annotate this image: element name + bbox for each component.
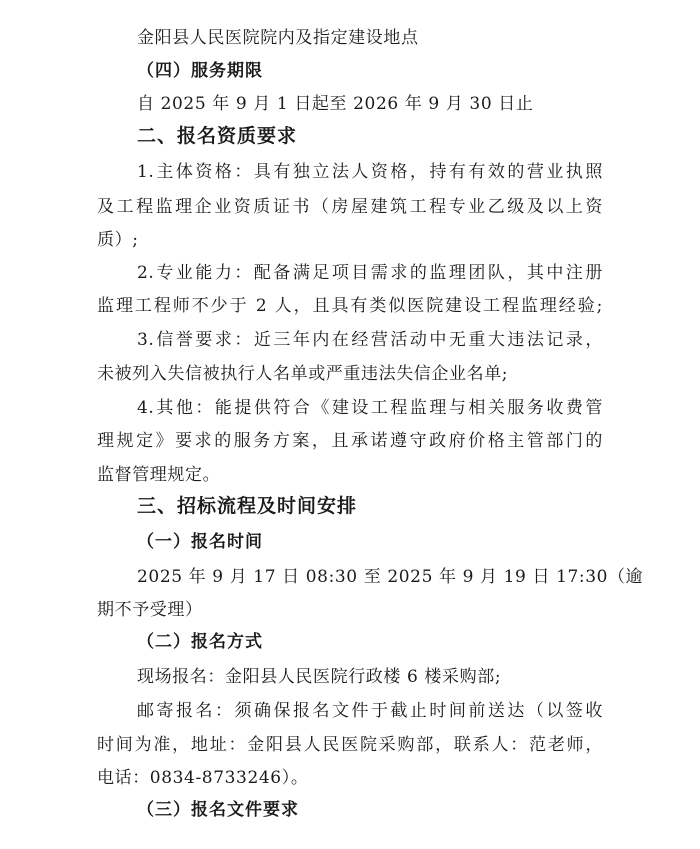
paragraph-line: 4.其他：能提供符合《建设工程监理与相关服务收费管 bbox=[137, 398, 603, 418]
paragraph-line: 3.信誉要求：近三年内在经营活动中无重大违法记录， bbox=[137, 330, 603, 350]
registration-time-line: 2025 年 9 月 17 日 08:30 至 2025 年 9 月 19 日 17:30（逾 bbox=[137, 567, 644, 587]
paragraph-line: 及工程监理企业资质证书（房屋建筑工程专业乙级及以上资 bbox=[97, 197, 603, 217]
contact-phone-line: 电话：0834-8733246）。 bbox=[97, 768, 309, 788]
section-heading-qualifications: 二、报名资质要求 bbox=[137, 125, 298, 147]
paragraph-line: 监理工程师不少于 2 人，且具有类似医院建设工程监理经验; bbox=[97, 296, 603, 316]
paragraph-line: 邮寄报名：须确保报名文件于截止时间前送达（以签收 bbox=[137, 701, 603, 721]
paragraph-line: 2.专业能力：配备满足项目需求的监理团队，其中注册 bbox=[137, 263, 603, 283]
paragraph-line: 现场报名：金阳县人民医院行政楼 6 楼采购部; bbox=[137, 667, 502, 687]
paragraph-line: 监督管理规定。 bbox=[97, 465, 221, 485]
subsection-heading-registration-method: （二）报名方式 bbox=[137, 632, 263, 652]
section-heading-process: 三、招标流程及时间安排 bbox=[137, 495, 358, 517]
paragraph-line: 未被列入失信被执行人名单或严重违法失信企业名单; bbox=[97, 364, 509, 384]
paragraph-line: 时间为准，地址：金阳县人民医院采购部，联系人：范老师， bbox=[97, 735, 603, 755]
subsection-heading-service-period: （四）服务期限 bbox=[137, 61, 263, 81]
registration-time-line: 期不予受理） bbox=[97, 600, 203, 620]
location-line: 金阳县人民医院院内及指定建设地点 bbox=[137, 28, 419, 48]
service-period-line: 自 2025 年 9 月 1 日起至 2026 年 9 月 30 日止 bbox=[137, 94, 534, 114]
paragraph-line: 质）; bbox=[97, 230, 139, 250]
paragraph-line: 理规定》要求的服务方案，且承诺遵守政府价格主管部门的 bbox=[97, 431, 603, 451]
subsection-heading-registration-time: （一）报名时间 bbox=[137, 532, 263, 552]
paragraph-line: 1.主体资格：具有独立法人资格，持有有效的营业执照 bbox=[137, 162, 603, 182]
subsection-heading-document-requirements: （三）报名文件要求 bbox=[137, 800, 299, 820]
